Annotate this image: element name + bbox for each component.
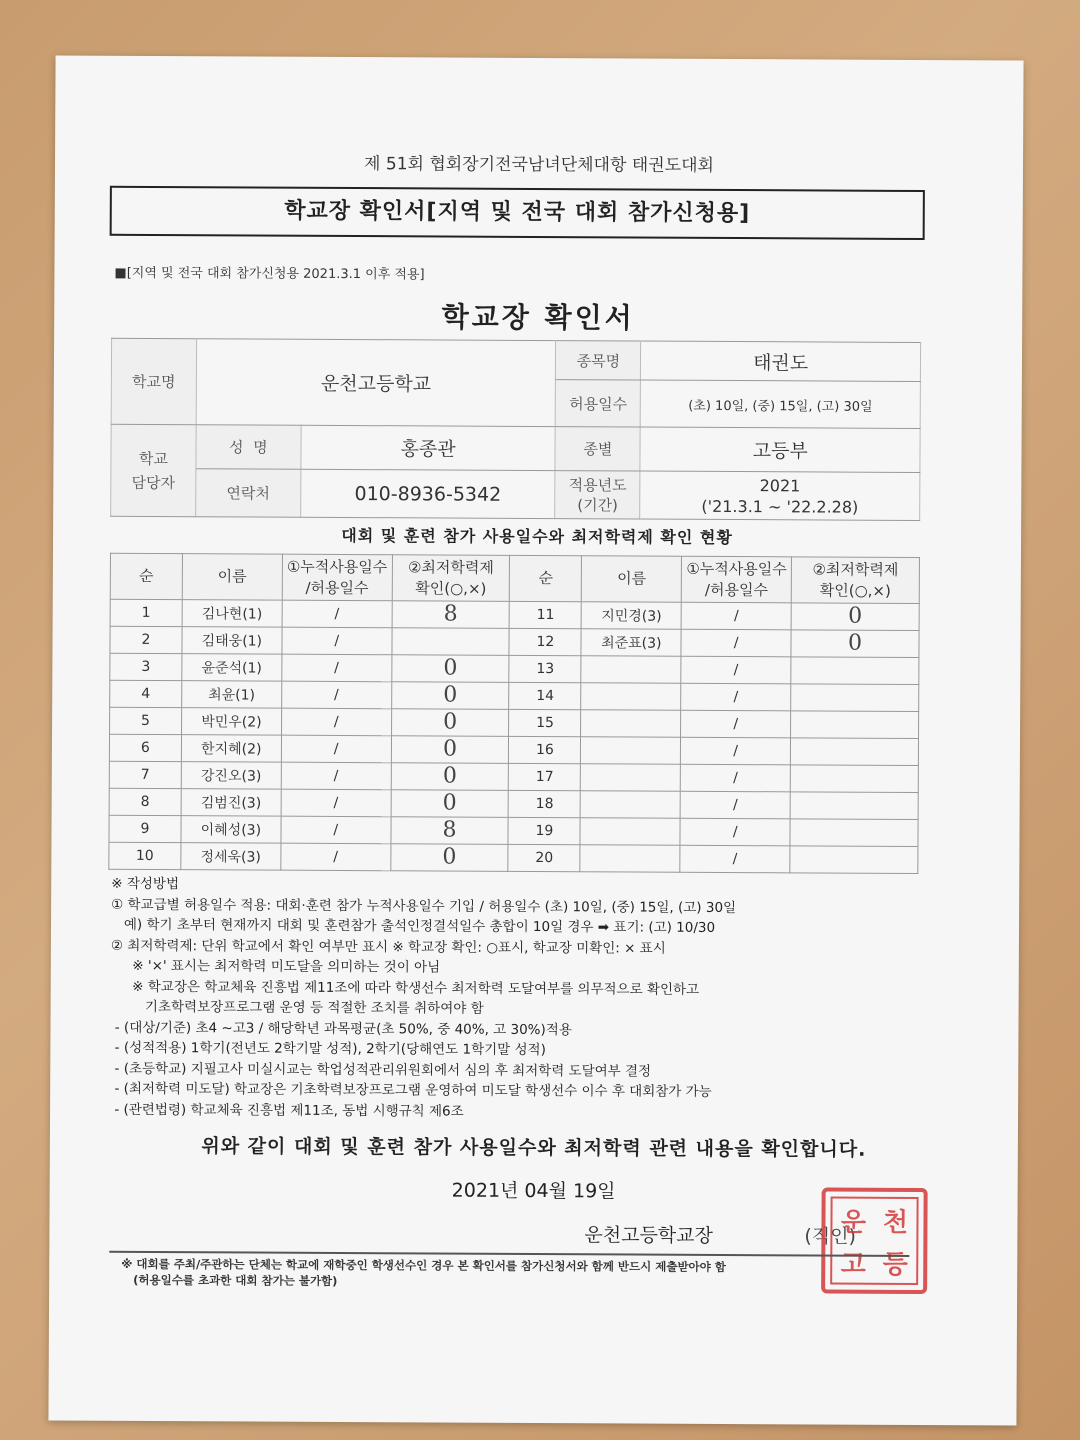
table-row [110,626,919,657]
row-no: 18 [509,790,581,817]
student-name: 박민우(2) [181,708,281,736]
row-no: 16 [509,736,581,763]
days-slash: / [282,627,392,655]
handwritten-mark: 0 [791,603,919,631]
days-slash: / [281,843,391,871]
issue-date: 2021년 04월 19일 [451,1179,616,1203]
guide-line: 기초학력보장프로그램 운영 등 적절한 조치를 취하여야 함 [110,998,484,1017]
days-slash: / [281,681,391,709]
header-check: ②최저학력제 확인(○,×) [392,555,510,602]
row-no: 19 [508,817,580,844]
row-no: 5 [110,707,182,734]
days-slash: / [681,710,791,738]
phone-value: 010-8936-5342 [300,469,555,518]
guide-line: - (대상/기준) 초4 ~고3 / 해당학년 과목평균(초 50%, 중 40%, 고 30%)적용 [110,1019,572,1038]
student-name [580,791,680,819]
row-no: 12 [509,628,581,655]
row-no: 4 [110,680,182,707]
student-name: 한지혜(2) [181,735,281,763]
student-name: 지민경(3) [581,602,681,630]
days-slash: / [281,816,391,844]
row-no: 10 [109,842,181,869]
confirmation-statement: 위와 같이 대회 및 훈련 참가 사용일수와 최저학력 관련 내용을 확인합니다. [201,1135,867,1161]
student-name: 최윤(1) [182,681,282,709]
roster-header-row [110,553,919,603]
row-no: 6 [109,734,181,761]
student-name [581,764,681,792]
header-days: ①누적사용일수 /허용일수 [681,556,791,603]
phone-label: 연락처 [196,469,301,518]
handwritten-mark: 0 [391,790,509,818]
table-row [109,734,918,765]
days-slash: / [281,708,391,736]
roster-table [108,553,920,874]
header-name: 이름 [582,556,682,603]
main-title: 학교장 확인서 [441,300,635,335]
guide-line: ※ '×' 표시는 최저학력 미도달을 의미하는 것이 아님 [110,957,441,976]
handwritten-mark: 0 [791,630,919,658]
table-row [109,761,918,792]
days-slash: / [281,762,391,790]
school-value: 운천고등학교 [196,339,556,427]
year-cell [640,471,920,520]
student-name: 최준표(3) [581,629,681,657]
guide-line: ① 학교급별 허용일수 적용: 대회·훈련 참가 누적사용일수 기입 / 허용일수 (초) 10일, (중) 15일, (고) 30일 [111,896,737,916]
student-name [580,818,680,846]
student-name [581,683,681,711]
guide-line: - (최저학력 미도달) 학교장은 기초학력보장프로그램 운영하여 미도달 학생선수 이수 후 대회참가 가능 [110,1080,712,1100]
event-title: 제 51회 협회장기전국남녀단체대항 태권도대회 [364,154,715,176]
table-row [109,815,918,846]
days-slash: / [282,600,392,628]
school-label: 학교명 [111,338,196,424]
days-slash: / [282,654,392,682]
table-row [109,842,918,873]
sport-value: 태권도 [641,341,921,381]
handwritten-mark: 0 [390,844,508,872]
days-slash: / [281,789,391,817]
guide-line: - (초등학교) 지필고사 미실시교는 학업성적관리위원회에서 심의 후 최저학력 도달여부 결정 [110,1060,652,1080]
days-slash: / [681,602,791,630]
student-name: 김범진(3) [181,789,281,817]
row-no: 7 [109,761,181,788]
header-name: 이름 [182,554,282,601]
student-name: 이혜성(3) [181,816,281,844]
period-value: ('21.3.1 ~ '22.2.28) [701,496,859,517]
row-no: 14 [509,682,581,709]
guide-line: ② 최저학력제: 단위 학교에서 확인 여부만 표시 ※ 학교장 확인: ○표시, 학교장 미확인: × 표시 [110,937,666,957]
guide-line: ※ 학교장은 학교체육 진흥법 제11조에 따라 학생선수 최저학력 도달여부를 의무적으로 확인하고 [110,978,700,998]
days-slash: / [680,791,790,819]
guide-line: - (관련법령) 학교체육 진흥법 제11조, 동법 시행규칙 제6조 [110,1101,464,1120]
handwritten-mark [790,819,918,847]
handwritten-mark [790,765,918,793]
row-no: 8 [109,788,181,815]
handwritten-mark [392,628,510,656]
document-page [48,55,1023,1425]
header-days: ①누적사용일수 /허용일수 [282,554,392,601]
handwritten-mark [791,657,919,685]
status-title: 대회 및 훈련 참가 사용일수와 최저학력제 확인 현황 [341,525,733,548]
apply-note: ■[지역 및 전국 대회 참가신청용 2021.3.1 이후 적용] [114,265,425,283]
handwritten-mark: 0 [391,682,509,710]
handwritten-mark [791,711,919,739]
student-name: 정세욱(3) [181,843,281,871]
student-name [581,737,681,765]
header-check: ②최저학력제 확인(○,×) [791,557,919,604]
days-slash: / [681,629,791,657]
handwritten-mark [790,846,918,874]
name-label: 성 명 [196,425,301,470]
contact-group-label: 학교 담당자 [111,424,196,516]
student-name [581,656,681,684]
division-label: 종별 [555,427,640,471]
seal-char: 천 [882,1207,909,1238]
footer-line: ※ 대회를 주최/주관하는 단체는 학교에 재학중인 학생선수인 경우 본 확인서를 참가신청서와 함께 반드시 제출받아야 함 [121,1256,726,1275]
row-no: 1 [110,599,182,626]
days-slash: / [680,764,790,792]
table-row [109,788,918,819]
table-row [110,707,919,738]
student-name [580,845,680,873]
handwritten-mark: 0 [391,655,509,683]
row-no: 2 [110,626,182,653]
table-row [110,599,919,630]
row-no: 17 [509,763,581,790]
days-slash: / [681,683,791,711]
days-slash: / [680,818,790,846]
days-slash: / [680,845,790,873]
school-info-table [110,338,921,521]
name-value: 홍종관 [301,425,556,470]
row-no: 9 [109,815,181,842]
row-no: 20 [508,844,580,871]
student-name: 김태웅(1) [182,627,282,655]
days-slash: / [681,656,791,684]
handwritten-mark: 8 [392,601,510,629]
division-value: 고등부 [640,427,920,472]
row-no: 15 [509,709,581,736]
table-row [110,653,919,684]
footer-note [121,1256,911,1292]
instructions [110,874,971,1124]
guide-line: 예) 학기 초부터 현재까지 대회 및 훈련참가 출석인정결석일수 총합이 10일 경우 ➡ 표기: (고) 10/30 [110,916,716,936]
header-no: 순 [510,555,582,601]
days-label: 허용일수 [556,380,641,427]
days-slash: / [281,735,391,763]
handwritten-mark [790,738,918,766]
sport-label: 종목명 [556,341,641,380]
student-name: 강진오(3) [181,762,281,790]
student-name: 윤준석(1) [182,654,282,682]
year-label: 적용년도 (기간) [555,471,640,519]
seal-char: 고 [840,1249,866,1280]
seal-char: 운 [840,1207,867,1238]
guide-heading: ※ 작성방법 [111,875,180,893]
student-name [581,710,681,738]
year-value: 2021 [759,475,801,495]
row-no: 13 [509,655,581,682]
days-slash: / [681,737,791,765]
handwritten-mark: 0 [391,709,509,737]
handwritten-mark [791,684,919,712]
handwritten-mark: 0 [391,736,509,764]
handwritten-mark: 0 [391,763,509,791]
handwritten-mark [790,792,918,820]
header-no: 순 [110,553,182,599]
form-title: 학교장 확인서[지역 및 전국 대회 참가신청용] [110,186,925,240]
principal-name: 운천고등학교장 [584,1224,713,1247]
table-row [110,680,919,711]
row-no: 11 [510,601,582,628]
guide-line: - (성적적용) 1학기(전년도 2학기말 성적), 2학기(당해연도 1학기말 성적) [110,1039,546,1059]
student-name: 김나현(1) [182,600,282,628]
seal-note: (직인) [804,1225,857,1248]
seal-char: 등 [882,1249,908,1280]
footer-line: (허용일수를 초과한 대회 참가는 불가함) [121,1272,338,1288]
row-no: 3 [110,653,182,680]
days-value: (초) 10일, (중) 15일, (고) 30일 [640,380,920,428]
handwritten-mark: 8 [391,817,509,845]
